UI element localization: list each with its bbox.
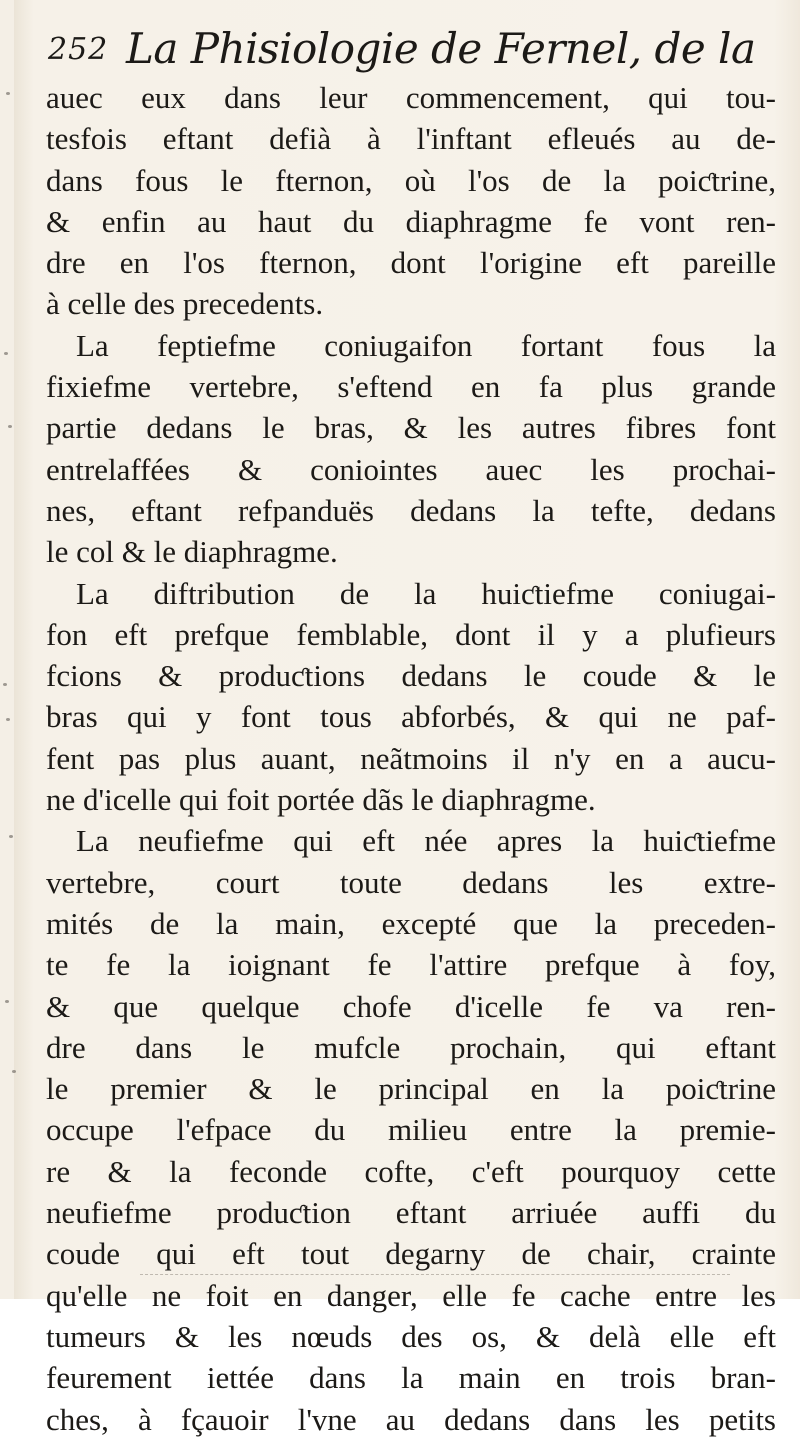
text-line: La neufiefme qui eft née apres la huiƈtiefme xyxy=(76,823,776,859)
page-header xyxy=(48,22,778,76)
text-line: auec eux dans leur commencement, qui tou- xyxy=(46,80,776,115)
text-line: mités de la main, excepté que la preceden- xyxy=(46,905,776,941)
text-line: fent pas plus auant, neãtmoins il n'y en a aucu- xyxy=(46,740,776,776)
text-line: vertebre, court toute dedans les extre- xyxy=(46,864,776,900)
margin-speck xyxy=(12,1070,16,1073)
text-line: partie dedans le bras, & les autres fibres font xyxy=(46,410,776,446)
margin-speck xyxy=(9,835,13,838)
text-line: fcions & produƈtions dedans le coude & le xyxy=(46,658,776,694)
text-line: le col & le diaphragme. xyxy=(46,534,338,570)
text-line: La diftribution de la huiƈtiefme coniugai- xyxy=(76,575,776,611)
text-line: tesfois eftant defià à l'inftant efleués au de- xyxy=(46,121,776,157)
text-line: dans fous le fternon, où l'os de la poiƈtrine, xyxy=(46,162,776,198)
text-line: fixiefme vertebre, s'eftend en fa plus grande xyxy=(46,369,776,405)
body-text xyxy=(46,77,776,1440)
text-line: ches, à fçauoir l'vne au dedans dans les petits xyxy=(46,1401,776,1437)
margin-speck xyxy=(6,718,10,721)
text-line: & que quelque chofe d'icelle fe va ren- xyxy=(46,988,776,1024)
running-title: La Phisiologie de Fernel, de la xyxy=(126,24,756,73)
text-line: ne d'icelle qui foit portée dãs le diaphragme. xyxy=(46,782,596,818)
text-line: dre dans le mufcle prochain, qui eftant xyxy=(46,1029,776,1065)
text-line: bras qui y font tous abforbés, & qui ne paf- xyxy=(46,699,776,735)
text-line: occupe l'efpace du milieu entre la premie- xyxy=(46,1112,776,1148)
text-line: feurement iettée dans la main en trois bran- xyxy=(46,1360,776,1396)
text-line: tumeurs & les nœuds des os, & delà elle eft xyxy=(46,1318,776,1354)
text-line: fon eft prefque femblable, dont il y a plufieurs xyxy=(46,616,776,652)
margin-speck xyxy=(3,683,7,686)
text-line: re & la feconde cofte, c'eft pourquoy cette xyxy=(46,1153,776,1189)
bottom-underline xyxy=(140,1274,730,1275)
text-line: te fe la ioignant fe l'attire prefque à foy, xyxy=(46,947,776,983)
text-line: coude qui eft tout degarny de chair, crainte xyxy=(46,1236,776,1272)
text-line: neufiefme produƈtion eftant arriuée auffi du xyxy=(46,1195,776,1231)
page-number: 252 xyxy=(48,32,109,67)
text-line: à celle des precedents. xyxy=(46,286,324,322)
text-line: dre en l'os fternon, dont l'origine eft pareille xyxy=(46,245,776,281)
text-line: qu'elle ne foit en danger, elle fe cache entre les xyxy=(46,1277,776,1313)
margin-speck xyxy=(4,352,8,355)
margin-speck xyxy=(5,1000,9,1003)
text-line: nes, eftant refpanduës dedans la tefte, dedans xyxy=(46,492,776,528)
text-line: & enfin au haut du diaphragme fe vont ren- xyxy=(46,203,776,239)
margin-speck xyxy=(6,92,10,95)
paragraph xyxy=(46,77,776,325)
paragraph xyxy=(46,573,776,821)
paragraph xyxy=(46,325,776,573)
text-line: La feptiefme coniugaifon fortant fous la xyxy=(76,327,776,363)
text-line: entrelaffées & coniointes auec les prochai- xyxy=(46,451,776,487)
text-line: le premier & le principal en la poiƈtrine xyxy=(46,1071,776,1107)
margin-speck xyxy=(8,425,12,428)
paragraph xyxy=(46,820,776,1439)
